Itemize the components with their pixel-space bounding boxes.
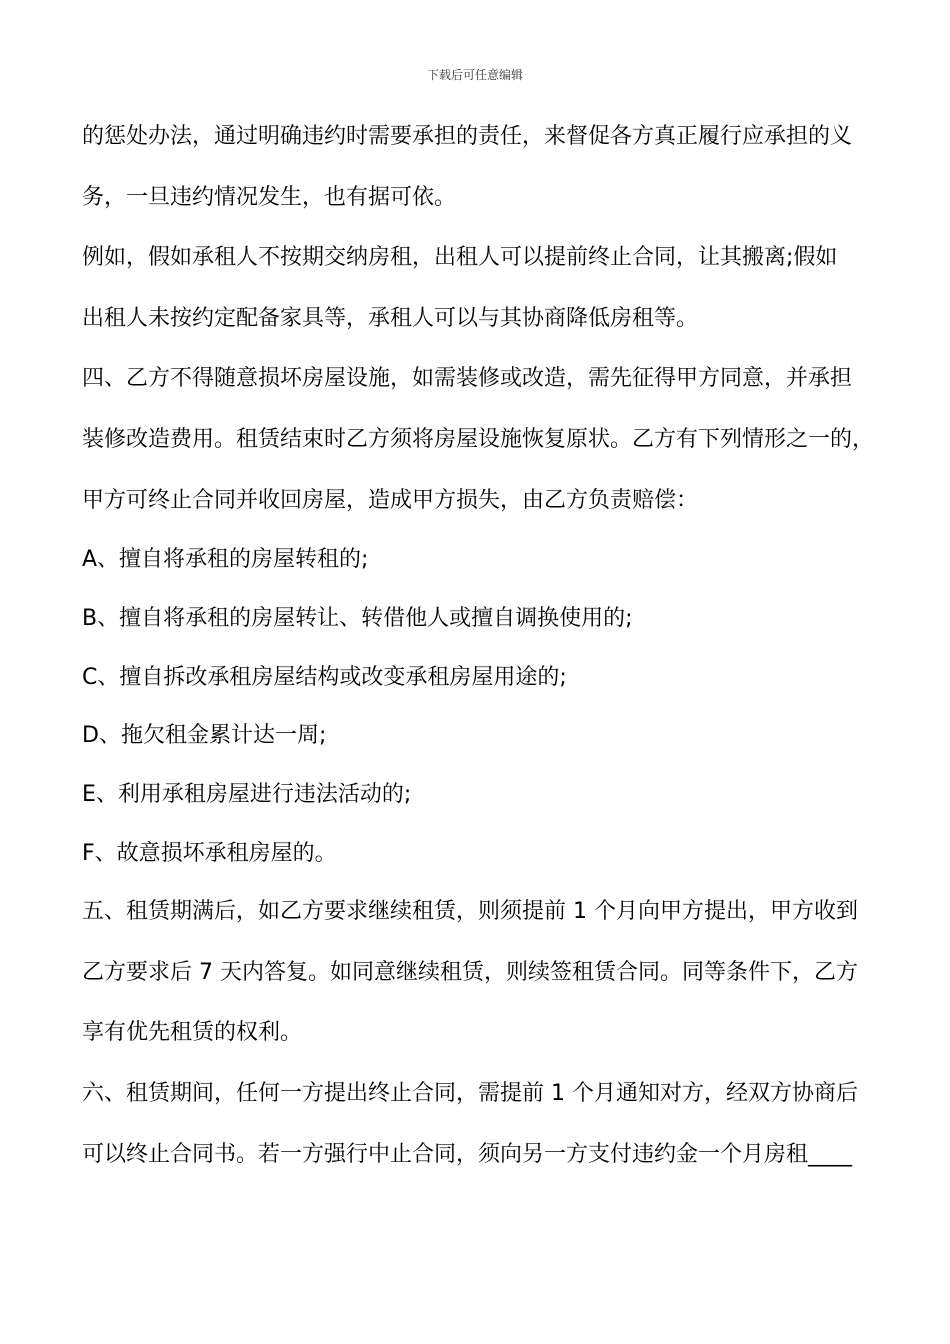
list-item-a: A、擅自将承租的房屋转租的; [82,547,369,572]
list-item-b: B、擅自将承租的房屋转让、转借他人或擅自调换使用的; [82,606,633,631]
body-line-1: 的惩处办法，通过明确违约时需要承担的责任，来督促各方真正履行应承担的义 [82,124,853,149]
page-header: 下载后可任意编辑 [426,68,523,82]
body-line-4: 出租人未按约定配备家具等，承租人可以与其协商降低房租等。 [82,306,699,331]
clause-5-line-2: 乙方要求后 7 天内答复。如同意继续租赁，则续签租赁合同。同等条件下，乙方 [82,960,858,985]
clause-4-line-1: 四、乙方不得随意损坏房屋设施，如需装修或改造，需先征得甲方同意，并承担 [82,366,853,391]
clause-4-line-2: 装修改造费用。租赁结束时乙方须将房屋设施恢复原状。乙方有下列情形之一的， [82,427,875,452]
clause-6-line-2: 可以终止合同书。若一方强行中止合同，须向另一方支付违约金一个月房租____ [82,1142,853,1167]
body-line-2: 务，一旦违约情况发生，也有据可依。 [82,185,457,210]
list-item-f: F、故意损坏承租房屋的。 [82,841,337,866]
body-line-3: 例如，假如承租人不按期交纳房租，出租人可以提前终止合同，让其搬离;假如 [82,245,838,270]
list-item-d: D、拖欠租金累计达一周; [82,723,327,748]
clause-5-line-1: 五、租赁期满后，如乙方要求继续租赁，则须提前 1 个月向甲方提出，甲方收到 [82,899,858,924]
clause-5-line-3: 享有优先租赁的权利。 [82,1020,303,1045]
list-item-c: C、擅自拆改承租房屋结构或改变承租房屋用途的; [82,665,567,690]
clause-4-line-3: 甲方可终止合同并收回房屋，造成甲方损失，由乙方负责赔偿： [82,488,699,513]
clause-6-line-1: 六、租赁期间，任何一方提出终止合同，需提前 1 个月通知对方，经双方协商后 [82,1081,858,1106]
list-item-e: E、利用承租房屋进行违法活动的; [82,782,412,807]
